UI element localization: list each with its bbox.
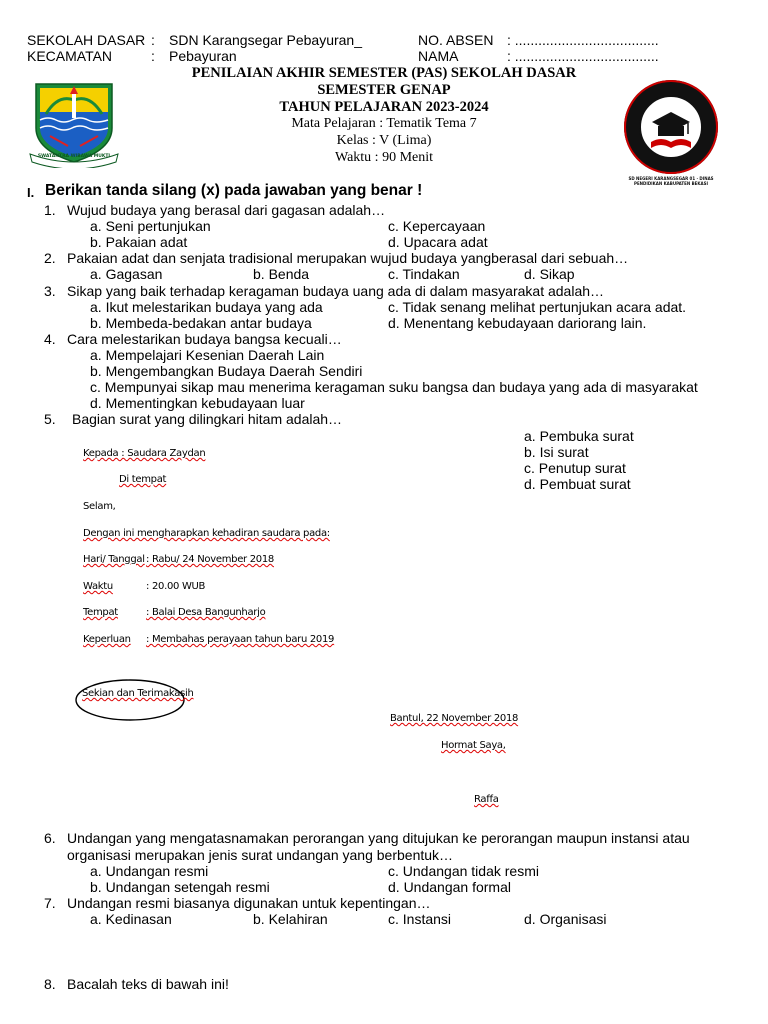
letter-day-value: : Rabu/ 24 November 2018 [146,554,274,565]
answer-option[interactable]: a. Kedinasan [90,911,172,927]
answer-option[interactable]: c. Penutup surat [524,460,626,476]
letter-greeting: Selam, [83,501,116,512]
letter-place-label: Tempat [83,607,118,618]
school-colon: : [151,32,155,48]
question-number: 8. [44,976,56,992]
question-text: Sikap yang baik terhadap keragaman budaya uang ada di dalam masyarakat adalah… [67,283,605,299]
letter-closing: Sekian dan Terimakasih [82,688,194,699]
year-title: TAHUN PELAJARAN 2023-2024 [279,99,489,115]
answer-option[interactable]: c. Tindakan [388,266,460,282]
answer-option[interactable]: c. Undangan tidak resmi [388,863,539,879]
question-number: 3. [44,283,56,299]
letter-intro: Dengan ini mengharapkan kehadiran saudara pada: [83,528,330,539]
subject-line: Mata Pelajaran : Tematik Tema 7 [291,116,477,131]
answer-option[interactable]: b. Benda [253,266,310,282]
question-text: Pakaian adat dan senjata tradisional merupakan wujud budaya yangberasal dari sebuah… [67,250,629,266]
question-number: 2. [44,250,56,266]
name-field[interactable]: : ..................................... [507,48,659,64]
answer-option[interactable]: d. Menentang kebudayaan dariorang lain. [388,315,647,331]
answer-option[interactable]: d. Sikap [524,266,575,282]
question-text: Undangan yang mengatasnamakan perorangan yang ditujukan ke perorangan maupun instansi atau [67,830,690,846]
letter-regards: Hormat Saya, [441,740,506,751]
school-label: SEKOLAH DASAR [27,32,146,48]
answer-option[interactable]: a. Mempelajari Kesenian Daerah Lain [90,347,325,363]
answer-option[interactable]: c. Tidak senang melihat pertunjukan acara adat. [388,299,687,315]
closing-circle [74,678,186,722]
absen-label: NO. ABSEN [418,32,494,48]
answer-option[interactable]: b. Isi surat [524,444,589,460]
district-value: Pebayuran [169,48,237,64]
answer-option[interactable]: a. Gagasan [90,266,163,282]
right-logo-ring-text: SD NEGERI KARANGSEGAR 01 · DINAS PENDIDIKAN KABUPATEN BEKASI [628,176,714,186]
question-number: 7. [44,895,56,911]
semester-title: SEMESTER GENAP [317,82,451,98]
question-text: Wujud budaya yang berasal dari gagasan adalah… [67,202,386,218]
question-text: Bagian surat yang dilingkari hitam adalah… [72,411,343,427]
letter-purpose-label: Keperluan [83,634,131,645]
time-line: Waktu : 90 Menit [334,150,434,165]
letter-time-label: Waktu [83,581,113,592]
answer-option[interactable]: d. Undangan formal [388,879,511,895]
letter-signer: Raffa [474,794,499,805]
letter-recipient: Kepada : Saudara Zaydan [83,448,206,459]
question-number: 5. [44,411,56,427]
question-text-continued: organisasi merupakan jenis surat undangan yang berbentuk… [67,847,454,863]
letter-city-date: Bantul, 22 November 2018 [390,713,519,724]
answer-option[interactable]: b. Pakaian adat [90,234,188,250]
letter-place-value: : Balai Desa Bangunharjo [146,607,266,618]
section-instruction: Berikan tanda silang (x) pada jawaban yang benar ! [45,182,423,199]
question-text: Undangan resmi biasanya digunakan untuk kepentingan… [67,895,431,911]
letter-day-label: Hari/ Tanggal [83,554,145,565]
answer-option[interactable]: b. Membeda-bedakan antar budaya [90,315,312,331]
answer-option[interactable]: a. Undangan resmi [90,863,209,879]
exam-title: PENILAIAN AKHIR SEMESTER (PAS) SEKOLAH DASAR [191,65,577,81]
answer-option[interactable]: d. Mementingkan kebudayaan luar [90,395,305,411]
answer-option[interactable]: d. Pembuat surat [524,476,631,492]
answer-option[interactable]: c. Mempunyai sikap mau menerima keragaman suku bangsa dan budaya yang ada di masyarakat [90,379,698,395]
question-number: 6. [44,830,56,846]
school-value: SDN Karangsegar Pebayuran_ [169,32,363,48]
question-text: Cara melestarikan budaya bangsa kecuali… [67,331,342,347]
class-line: Kelas : V (Lima) [336,133,432,148]
answer-option[interactable]: a. Seni pertunjukan [90,218,211,234]
answer-option[interactable]: c. Instansi [388,911,452,927]
question-number: 4. [44,331,56,347]
answer-option[interactable]: b. Kelahiran [253,911,328,927]
name-label: NAMA [418,48,459,64]
answer-option[interactable]: c. Kepercayaan [388,218,486,234]
answer-option[interactable]: b. Mengembangkan Budaya Daerah Sendiri [90,363,363,379]
absen-field[interactable]: : ..................................... [507,32,659,48]
letter-time-value: : 20.00 WUB [146,581,206,592]
letter-purpose-value: : Membahas perayaan tahun baru 2019 [146,634,335,645]
section-numeral: I. [27,185,35,200]
answer-option[interactable]: d. Upacara adat [388,234,488,250]
letter-place: Di tempat [119,474,167,485]
answer-option[interactable]: a. Ikut melestarikan budaya yang ada [90,299,323,315]
school-logo [622,78,720,176]
district-label: KECAMATAN [27,48,113,64]
answer-option[interactable]: b. Undangan setengah resmi [90,879,270,895]
answer-option[interactable]: d. Organisasi [524,911,607,927]
district-colon: : [151,48,155,64]
answer-option[interactable]: a. Pembuka surat [524,428,634,444]
question-number: 1. [44,202,56,218]
question-text: Bacalah teks di bawah ini! [67,976,229,992]
left-logo-ribbon-text: SWATANTRA WIBAWA MUKTI [37,154,111,159]
